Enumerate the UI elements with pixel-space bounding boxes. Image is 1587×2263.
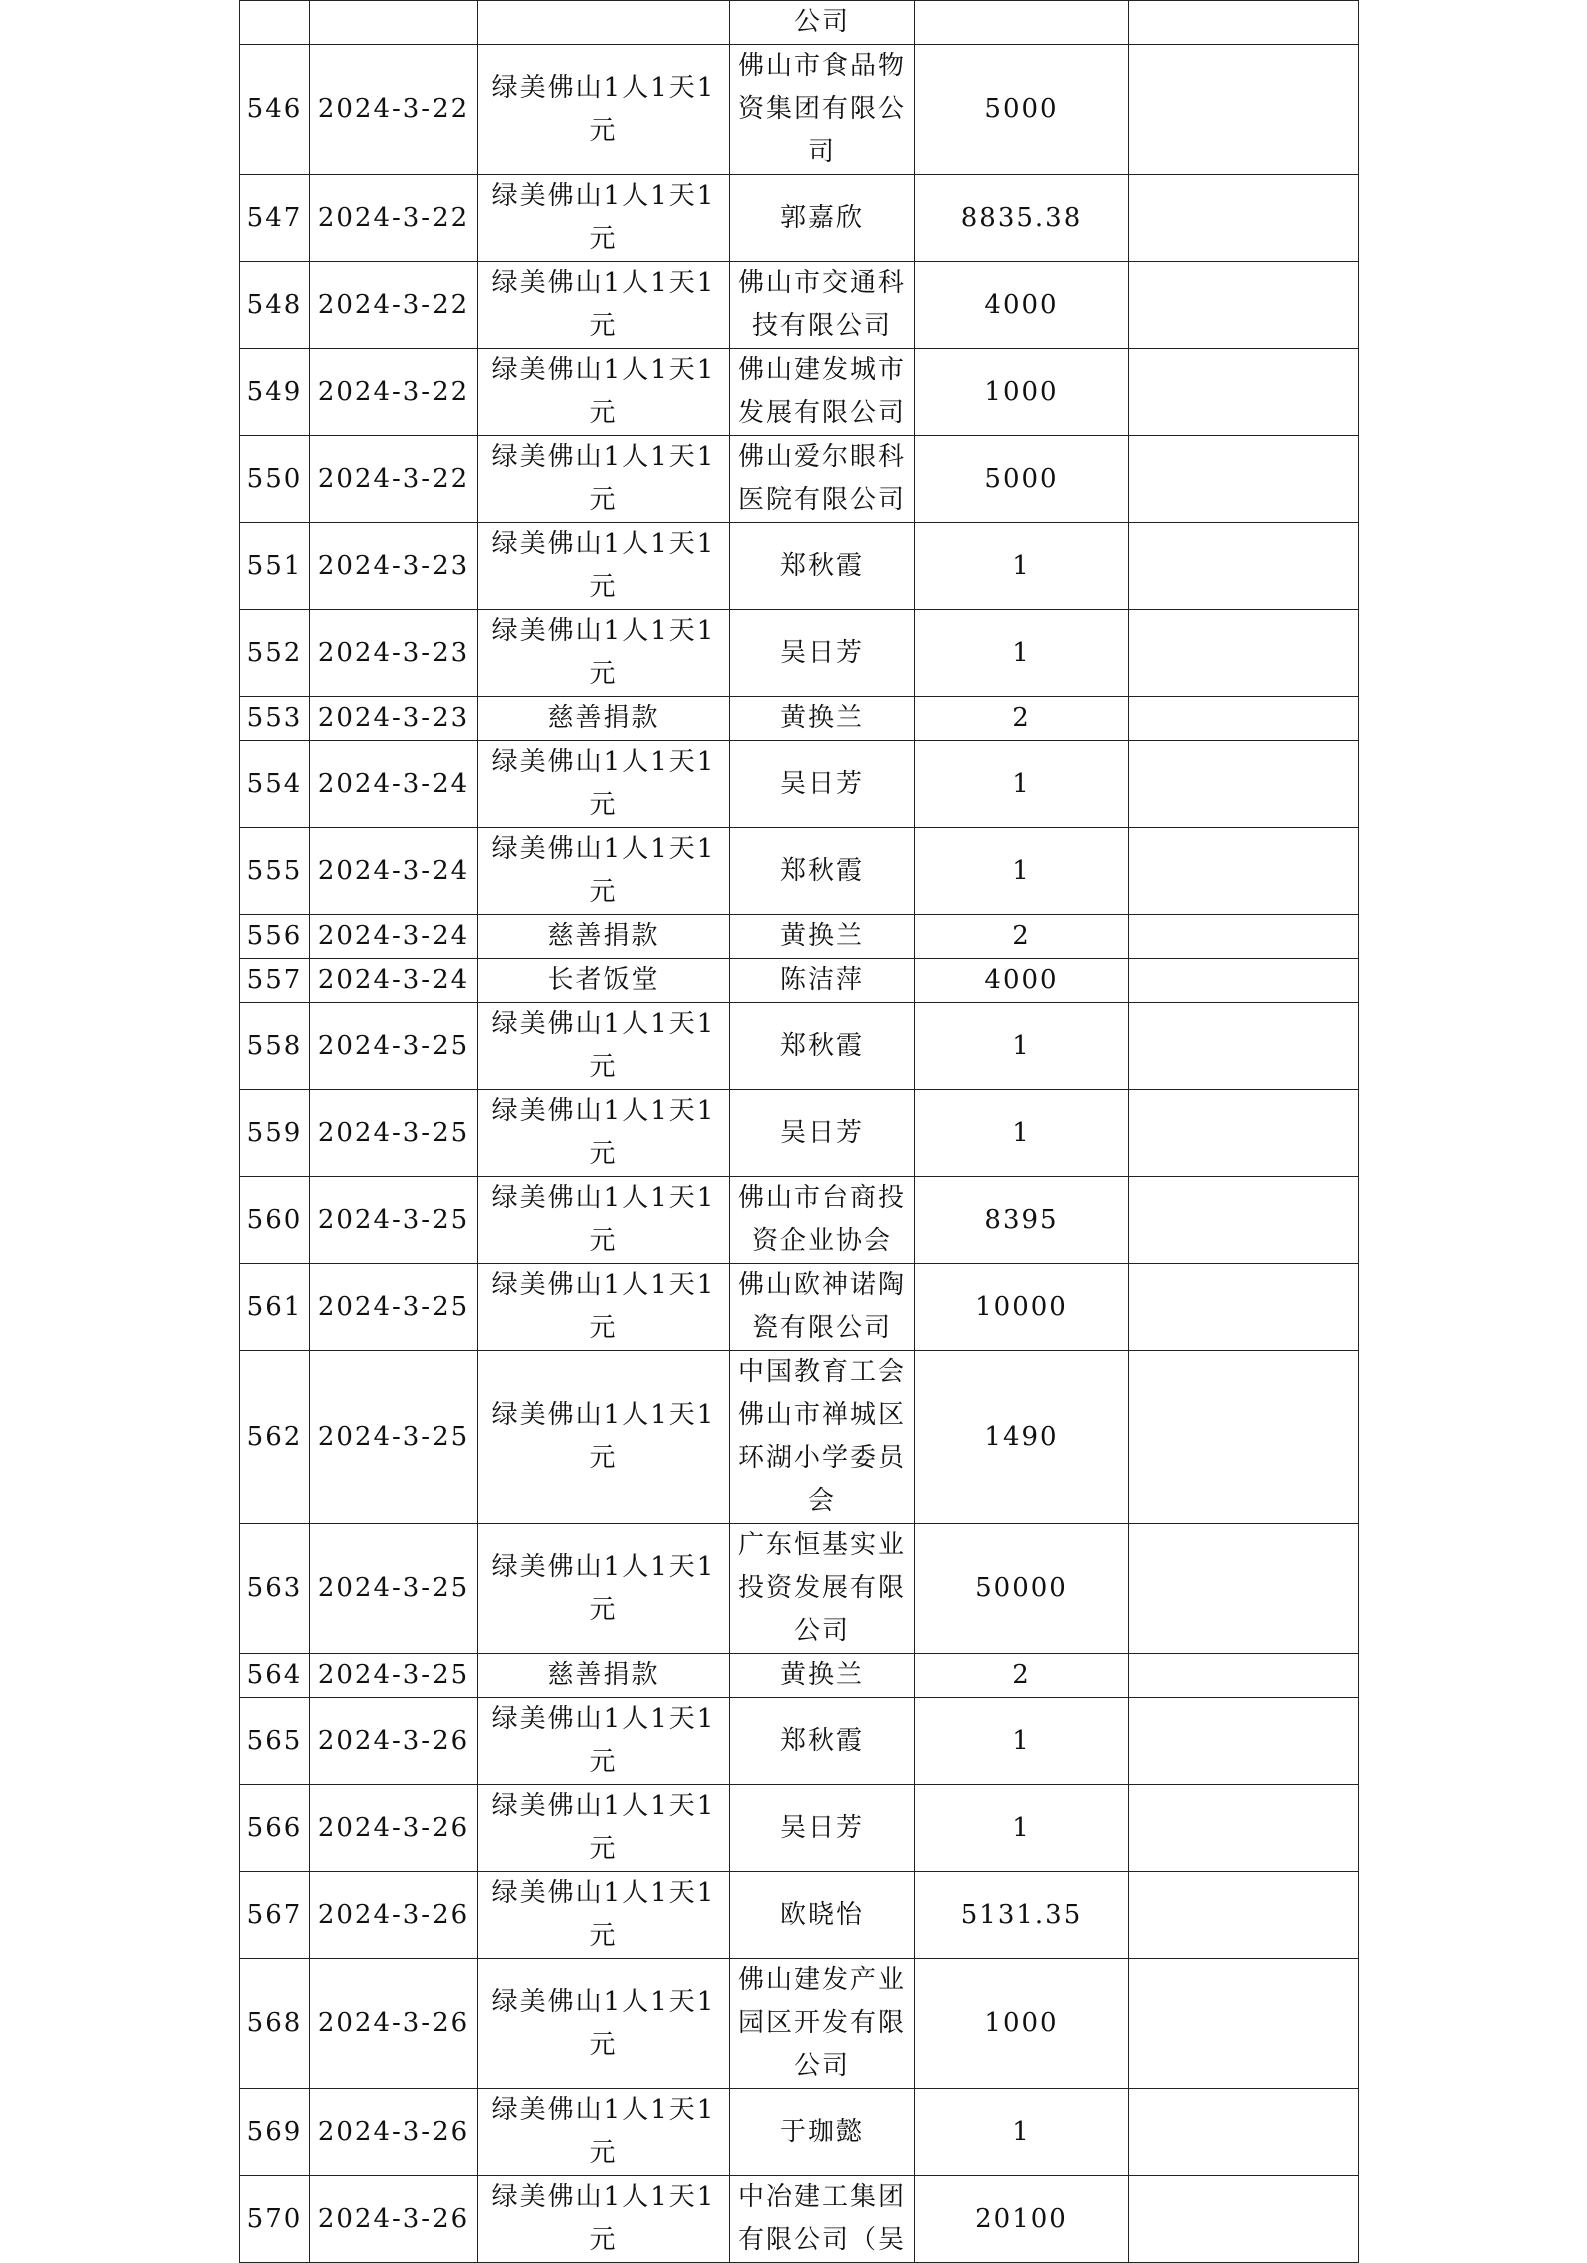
cell-note [1129, 1090, 1359, 1177]
cell-date: 2024-3-24 [310, 959, 478, 1003]
cell-no: 566 [240, 1785, 310, 1872]
cell-date: 2024-3-22 [310, 175, 478, 262]
table-row-continued [240, 1, 1359, 45]
cell-note [1129, 1872, 1359, 1959]
cell-note [1129, 262, 1359, 349]
cell-purpose [478, 1, 730, 45]
cell-note [1129, 1698, 1359, 1785]
cell-amount: 1 [915, 1698, 1129, 1785]
cell-donor: 郭嘉欣 [730, 175, 915, 262]
cell-no: 552 [240, 610, 310, 697]
cell-purpose: 绿美佛山1人1天1元 [478, 1698, 730, 1785]
cell-amount [915, 1, 1129, 45]
cell-date: 2024-3-26 [310, 1872, 478, 1959]
donation-table [239, 0, 1359, 2263]
table-row [240, 610, 1359, 697]
cell-donor: 佛山爱尔眼科医院有限公司 [730, 436, 915, 523]
cell-date: 2024-3-22 [310, 436, 478, 523]
table-row [240, 1351, 1359, 1524]
cell-note [1129, 175, 1359, 262]
cell-purpose: 绿美佛山1人1天1元 [478, 1351, 730, 1524]
cell-purpose: 慈善捐款 [478, 697, 730, 741]
cell-donor: 吴日芳 [730, 1090, 915, 1177]
cell-purpose: 绿美佛山1人1天1元 [478, 1959, 730, 2089]
cell-donor: 佛山欧神诺陶瓷有限公司 [730, 1264, 915, 1351]
cell-donor: 广东恒基实业投资发展有限公司 [730, 1524, 915, 1654]
cell-donor: 公司 [730, 1, 915, 45]
cell-amount: 1 [915, 610, 1129, 697]
table-row [240, 1090, 1359, 1177]
cell-no [240, 1, 310, 45]
cell-note [1129, 1, 1359, 45]
cell-amount: 5131.35 [915, 1872, 1129, 1959]
cell-date: 2024-3-26 [310, 2176, 478, 2263]
table-row [240, 175, 1359, 262]
cell-date: 2024-3-25 [310, 1177, 478, 1264]
cell-purpose: 绿美佛山1人1天1元 [478, 2089, 730, 2176]
cell-donor: 欧晓怡 [730, 1872, 915, 1959]
cell-note [1129, 1654, 1359, 1698]
cell-date: 2024-3-26 [310, 2089, 478, 2176]
table-row [240, 1698, 1359, 1785]
cell-donor: 吴日芳 [730, 741, 915, 828]
cell-note [1129, 915, 1359, 959]
cell-note [1129, 1959, 1359, 2089]
cell-amount: 1000 [915, 349, 1129, 436]
cell-donor: 黄换兰 [730, 1654, 915, 1698]
table-row [240, 1959, 1359, 2089]
cell-note [1129, 2089, 1359, 2176]
cell-note [1129, 610, 1359, 697]
cell-donor: 佛山市食品物资集团有限公司 [730, 45, 915, 175]
cell-date: 2024-3-25 [310, 1264, 478, 1351]
cell-date: 2024-3-23 [310, 697, 478, 741]
cell-date: 2024-3-22 [310, 262, 478, 349]
table-row [240, 1785, 1359, 1872]
cell-donor: 佛山建发产业园区开发有限公司 [730, 1959, 915, 2089]
table-row [240, 349, 1359, 436]
cell-purpose: 绿美佛山1人1天1元 [478, 1090, 730, 1177]
cell-amount: 5000 [915, 45, 1129, 175]
cell-amount: 8395 [915, 1177, 1129, 1264]
cell-amount: 4000 [915, 959, 1129, 1003]
cell-note [1129, 436, 1359, 523]
cell-amount: 1 [915, 1785, 1129, 1872]
cell-date: 2024-3-23 [310, 523, 478, 610]
cell-note [1129, 349, 1359, 436]
cell-note [1129, 1351, 1359, 1524]
cell-amount: 1490 [915, 1351, 1129, 1524]
cell-donor: 陈洁萍 [730, 959, 915, 1003]
cell-purpose: 慈善捐款 [478, 915, 730, 959]
cell-date: 2024-3-25 [310, 1351, 478, 1524]
cell-note [1129, 1264, 1359, 1351]
cell-amount: 1000 [915, 1959, 1129, 2089]
cell-date: 2024-3-25 [310, 1654, 478, 1698]
cell-note [1129, 2176, 1359, 2263]
cell-date: 2024-3-23 [310, 610, 478, 697]
cell-amount: 1 [915, 828, 1129, 915]
cell-date: 2024-3-25 [310, 1003, 478, 1090]
table-row [240, 1264, 1359, 1351]
cell-amount: 2 [915, 697, 1129, 741]
cell-no: 548 [240, 262, 310, 349]
cell-date: 2024-3-25 [310, 1524, 478, 1654]
donation-table-body [240, 1, 1359, 2263]
cell-donor: 佛山市交通科技有限公司 [730, 262, 915, 349]
cell-note [1129, 697, 1359, 741]
cell-no: 547 [240, 175, 310, 262]
cell-purpose: 绿美佛山1人1天1元 [478, 1872, 730, 1959]
table-row [240, 1003, 1359, 1090]
cell-amount: 50000 [915, 1524, 1129, 1654]
table-row [240, 436, 1359, 523]
cell-purpose: 绿美佛山1人1天1元 [478, 349, 730, 436]
cell-note [1129, 1003, 1359, 1090]
cell-date: 2024-3-26 [310, 1785, 478, 1872]
cell-no: 561 [240, 1264, 310, 1351]
cell-date: 2024-3-24 [310, 828, 478, 915]
cell-no: 555 [240, 828, 310, 915]
cell-purpose: 绿美佛山1人1天1元 [478, 741, 730, 828]
cell-donor: 吴日芳 [730, 610, 915, 697]
cell-no: 546 [240, 45, 310, 175]
cell-no: 560 [240, 1177, 310, 1264]
cell-note [1129, 523, 1359, 610]
cell-donor: 郑秋霞 [730, 523, 915, 610]
table-row [240, 697, 1359, 741]
cell-purpose: 长者饭堂 [478, 959, 730, 1003]
cell-no: 559 [240, 1090, 310, 1177]
cell-donor: 中国教育工会佛山市禅城区环湖小学委员会 [730, 1351, 915, 1524]
cell-no: 564 [240, 1654, 310, 1698]
cell-no: 558 [240, 1003, 310, 1090]
cell-purpose: 绿美佛山1人1天1元 [478, 262, 730, 349]
table-row [240, 1872, 1359, 1959]
table-row [240, 1177, 1359, 1264]
cell-donor: 中冶建工集团有限公司（吴 [730, 2176, 915, 2263]
cell-date: 2024-3-22 [310, 349, 478, 436]
cell-note [1129, 45, 1359, 175]
cell-amount: 20100 [915, 2176, 1129, 2263]
cell-donor: 郑秋霞 [730, 1003, 915, 1090]
cell-note [1129, 828, 1359, 915]
cell-purpose: 绿美佛山1人1天1元 [478, 436, 730, 523]
cell-date: 2024-3-26 [310, 1959, 478, 2089]
cell-no: 556 [240, 915, 310, 959]
cell-amount: 4000 [915, 262, 1129, 349]
cell-date [310, 1, 478, 45]
cell-purpose: 绿美佛山1人1天1元 [478, 1785, 730, 1872]
cell-donor: 郑秋霞 [730, 1698, 915, 1785]
table-row [240, 262, 1359, 349]
table-row [240, 1654, 1359, 1698]
table-row [240, 828, 1359, 915]
cell-purpose: 绿美佛山1人1天1元 [478, 45, 730, 175]
cell-purpose: 绿美佛山1人1天1元 [478, 523, 730, 610]
cell-no: 553 [240, 697, 310, 741]
cell-date: 2024-3-25 [310, 1090, 478, 1177]
cell-donor: 黄换兰 [730, 915, 915, 959]
cell-note [1129, 741, 1359, 828]
cell-no: 550 [240, 436, 310, 523]
cell-note [1129, 1177, 1359, 1264]
cell-donor: 吴日芳 [730, 1785, 915, 1872]
cell-note [1129, 1785, 1359, 1872]
table-row [240, 45, 1359, 175]
table-row [240, 2089, 1359, 2176]
cell-purpose: 绿美佛山1人1天1元 [478, 1524, 730, 1654]
cell-no: 551 [240, 523, 310, 610]
cell-purpose: 慈善捐款 [478, 1654, 730, 1698]
table-row [240, 959, 1359, 1003]
cell-purpose: 绿美佛山1人1天1元 [478, 1264, 730, 1351]
cell-no: 562 [240, 1351, 310, 1524]
cell-donor: 佛山建发城市发展有限公司 [730, 349, 915, 436]
cell-purpose: 绿美佛山1人1天1元 [478, 828, 730, 915]
cell-amount: 1 [915, 1090, 1129, 1177]
table-row [240, 915, 1359, 959]
cell-purpose: 绿美佛山1人1天1元 [478, 610, 730, 697]
cell-date: 2024-3-24 [310, 741, 478, 828]
table-row [240, 1524, 1359, 1654]
table-row [240, 741, 1359, 828]
cell-no: 565 [240, 1698, 310, 1785]
cell-note [1129, 1524, 1359, 1654]
cell-no: 549 [240, 349, 310, 436]
table-row [240, 523, 1359, 610]
cell-donor: 黄换兰 [730, 697, 915, 741]
cell-donor: 郑秋霞 [730, 828, 915, 915]
cell-note [1129, 959, 1359, 1003]
cell-no: 567 [240, 1872, 310, 1959]
cell-no: 569 [240, 2089, 310, 2176]
cell-no: 568 [240, 1959, 310, 2089]
cell-amount: 10000 [915, 1264, 1129, 1351]
cell-amount: 2 [915, 1654, 1129, 1698]
cell-donor: 佛山市台商投资企业协会 [730, 1177, 915, 1264]
cell-amount: 1 [915, 741, 1129, 828]
cell-purpose: 绿美佛山1人1天1元 [478, 1003, 730, 1090]
cell-date: 2024-3-26 [310, 1698, 478, 1785]
cell-purpose: 绿美佛山1人1天1元 [478, 1177, 730, 1264]
cell-date: 2024-3-24 [310, 915, 478, 959]
cell-purpose: 绿美佛山1人1天1元 [478, 175, 730, 262]
cell-donor: 于珈懿 [730, 2089, 915, 2176]
cell-amount: 1 [915, 2089, 1129, 2176]
table-row [240, 2176, 1359, 2263]
cell-no: 570 [240, 2176, 310, 2263]
cell-amount: 1 [915, 523, 1129, 610]
cell-no: 557 [240, 959, 310, 1003]
cell-amount: 2 [915, 915, 1129, 959]
cell-no: 554 [240, 741, 310, 828]
cell-no: 563 [240, 1524, 310, 1654]
cell-amount: 8835.38 [915, 175, 1129, 262]
cell-amount: 1 [915, 1003, 1129, 1090]
cell-date: 2024-3-22 [310, 45, 478, 175]
cell-amount: 5000 [915, 436, 1129, 523]
cell-purpose: 绿美佛山1人1天1元 [478, 2176, 730, 2263]
